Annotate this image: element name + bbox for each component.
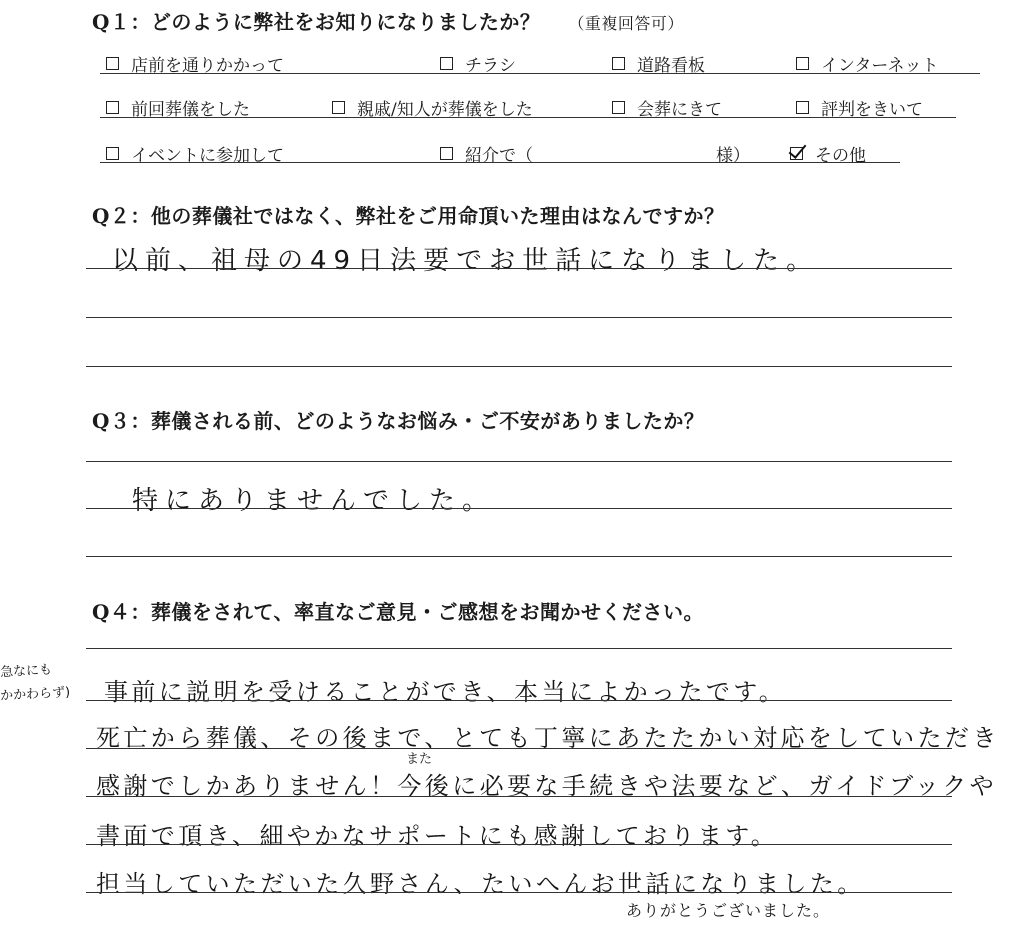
q3-answer-line: 特にありませんでした。 xyxy=(132,486,496,516)
q4-answer-line: 感謝でしかありません！今後に必要な手続きや法要など、ガイドブックや xyxy=(96,772,998,800)
q1-option-label: 評判をきいて xyxy=(821,100,923,120)
checkbox-icon xyxy=(796,57,809,70)
checkbox-icon xyxy=(796,101,809,114)
answer-rule xyxy=(86,317,952,318)
checkbox-icon xyxy=(440,147,453,160)
q4-answer-line: 担当していただいた久野さん、たいへんお世話になりました。 xyxy=(96,870,865,898)
checkbox-icon xyxy=(106,147,119,160)
q1-row-rule xyxy=(100,117,956,118)
answer-rule xyxy=(86,648,952,649)
checkbox-icon xyxy=(612,101,625,114)
checked-checkbox-icon xyxy=(790,147,803,160)
answer-rule xyxy=(86,700,952,701)
answer-rule xyxy=(86,461,952,462)
q1-option-label: その他 xyxy=(815,146,866,166)
q1-option-label: 親戚/知人が葬儀をした xyxy=(357,100,533,120)
q1-title: Q１：どのように弊社をお知りになりましたか？ xyxy=(92,10,541,34)
q3-heading xyxy=(92,405,704,434)
q1-option-label: 会葬にきて xyxy=(637,100,722,120)
q4-margin-note-line: 急なにも xyxy=(0,662,53,681)
q4-heading xyxy=(92,596,704,625)
q1-option-label: 店前を通りかかって xyxy=(131,56,284,76)
q4-answer-line: 死亡から葬儀、その後まで、とても丁寧にあたたかい対応をしていただき xyxy=(96,724,1000,752)
checkbox-icon xyxy=(106,101,119,114)
q1-row-rule xyxy=(100,73,980,74)
checkbox-icon xyxy=(440,57,453,70)
answer-rule xyxy=(86,796,952,797)
q4-closing: ありがとうございました。 xyxy=(626,901,831,920)
answer-rule xyxy=(86,508,952,509)
checkbox-icon xyxy=(612,57,625,70)
checkbox-icon xyxy=(106,57,119,70)
q2-answer-line: 以前、祖母の49日法要でお世話になりました。 xyxy=(112,246,820,276)
q4-margin-note-line: かかわらず) xyxy=(0,685,71,704)
q1-option-label: 紹介で（ xyxy=(465,146,533,166)
q1-referral-suffix: 様） xyxy=(716,146,750,166)
q3-title: Q３：葬儀される前、どのようなお悩み・ご不安がありましたか？ xyxy=(92,409,705,433)
q4-answer-line: 書面で頂き、細やかなサポートにも感謝しております。 xyxy=(96,822,779,850)
answer-rule xyxy=(86,366,952,367)
q1-option-label: インターネット xyxy=(821,56,939,76)
answer-rule xyxy=(86,844,952,845)
answer-rule xyxy=(86,556,952,557)
q2-heading xyxy=(92,200,725,229)
q1-option-label: 道路看板 xyxy=(637,56,705,76)
answer-rule xyxy=(86,268,952,269)
q1-row-rule xyxy=(100,162,900,163)
q1-option-label: イベントに参加して xyxy=(131,146,284,166)
q1-note: （重複回答可） xyxy=(568,14,684,33)
q1-option-label: チラシ xyxy=(465,56,516,76)
q4-answer-line: 事前に説明を受けることができ、本当によかったです。 xyxy=(104,678,787,706)
checkbox-icon xyxy=(332,101,345,114)
answer-rule xyxy=(86,748,952,749)
answer-rule xyxy=(86,892,952,893)
q4-insert-note: また xyxy=(406,752,433,767)
q1-heading xyxy=(92,6,684,35)
q1-option-label: 前回葬儀をした xyxy=(131,100,250,120)
q4-title: Q４：葬儀をされて、率直なご意見・ご感想をお聞かせください。 xyxy=(92,600,705,624)
q2-title: Q２：他の葬儀社ではなく、弊社をご用命頂いた理由はなんですか？ xyxy=(92,204,725,228)
